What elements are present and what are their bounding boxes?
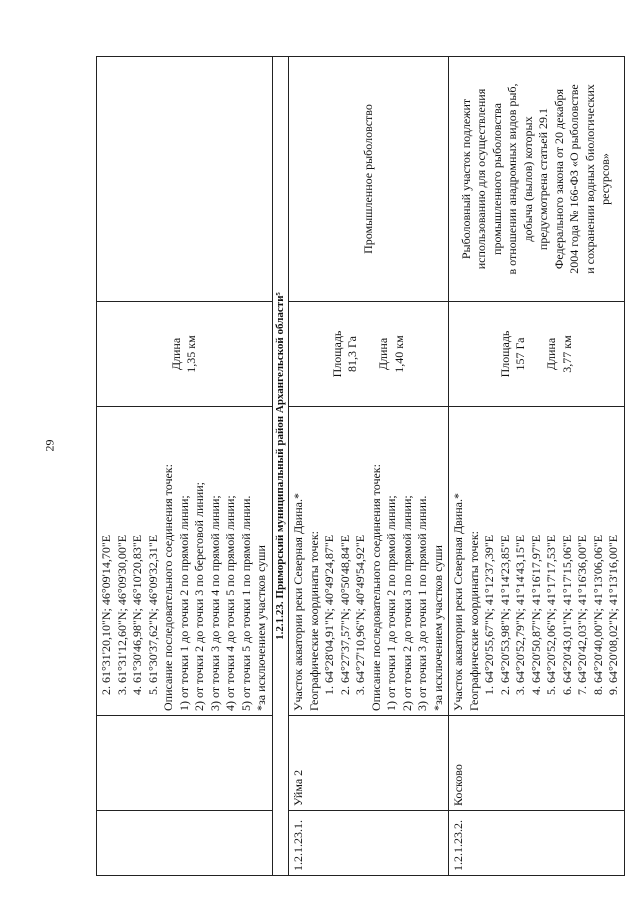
- cell-purpose: [449, 57, 625, 302]
- purpose-line: 2004 года № 166-ФЗ «О рыболовстве: [567, 84, 582, 274]
- cell-name: Уйма 2: [289, 716, 449, 811]
- connection-line: 4) от точки 4 до точки 5 по прямой линии;: [223, 495, 237, 711]
- connection-line: 3) от точки 3 до точки 1 по прямой линии.: [415, 495, 429, 711]
- area-line: Длина: [544, 337, 558, 371]
- area-line: 1,35 км: [184, 335, 199, 373]
- area-line: Площадь: [497, 330, 512, 378]
- area-spacer: [361, 306, 377, 402]
- exclusion-note: *за исключением участков суши: [430, 545, 445, 711]
- connection-line: 5) от точки 5 до точки 1 по прямой линии.: [238, 495, 253, 711]
- coord-item: 3. 64°20'52,79"N; 41°14'43,15"E: [513, 411, 529, 683]
- desc-title: Участок акватории реки Северная Двина.*: [451, 493, 465, 711]
- coords-title: Географические координаты точек:: [306, 531, 321, 711]
- coord-item: 2. 64°20'53,98"N; 41°14'23,85"E: [498, 411, 514, 683]
- area-line: 3,77 км: [559, 335, 574, 373]
- desc-title: Участок акватории реки Северная Двина.*: [291, 493, 305, 711]
- cell-num: 1.2.1.23.1.: [289, 811, 449, 876]
- coord-item: 9. 64°20'08,02"N; 41°13'16,00"E: [606, 411, 622, 683]
- cell-desc-continued: [97, 407, 273, 716]
- cell-name-empty: [97, 716, 273, 811]
- connection-title: Описание последовательного соединения точек:: [368, 464, 383, 711]
- coord-item: 1. 64°28'04,91"N; 40°49'24,87"E: [322, 411, 338, 683]
- cell-num: 1.2.1.23.2.: [449, 811, 625, 876]
- rotated-page-content: [96, 56, 620, 876]
- coord-item: 5. 64°20'52,06"N; 41°17'17,53"E: [544, 411, 560, 683]
- coordinates-list: [99, 411, 161, 711]
- section-heading: 1.2.1.23. Приморский муниципальный район Архангельской области⁵: [272, 57, 289, 876]
- coordinates-list: [322, 411, 369, 711]
- purpose-line: ресурсов»: [598, 153, 613, 205]
- cell-name: Косково: [449, 716, 625, 811]
- cell-num-empty: [97, 811, 273, 876]
- coord-item: 6. 64°20'43,01"N; 41°17'15,06"E: [560, 411, 576, 683]
- table-row-continued: [97, 57, 273, 876]
- coords-title: Географические координаты точек:: [466, 531, 481, 711]
- connection-line: 1) от точки 1 до точки 2 по прямой линии;: [176, 495, 191, 711]
- purpose-line: промышленного рыболовства: [489, 103, 504, 255]
- coord-item: 1. 64°20'55,67"N; 41°12'37,39"E: [482, 411, 498, 683]
- connection-line: 1) от точки 1 до точки 2 по прямой линии;: [384, 495, 398, 711]
- coord-item: 4. 61°30'46,98"N; 46°10'20,83"E: [130, 411, 146, 683]
- connection-line: 3) от точки 3 до точки 4 по прямой линии;: [207, 495, 222, 711]
- purpose-line: предусмотрена статьей 29.1: [536, 107, 551, 251]
- coord-item: 2. 61°31'20,10"N; 46°09'14,70"E: [99, 411, 115, 683]
- purpose-line: использованию для осуществления: [474, 88, 489, 270]
- purpose-line: Рыболовный участок подлежит: [458, 98, 473, 260]
- connection-line: 2) от точки 2 до точки 3 по береговой линии;: [192, 482, 206, 711]
- section-heading-row: [272, 57, 289, 876]
- cell-desc: [289, 407, 449, 716]
- cell-area: [289, 302, 449, 407]
- coord-item: 4. 64°20'50,87"N; 41°16'17,97"E: [529, 411, 545, 683]
- coord-item: 2. 64°27'37,57"N; 40°50'48,84"E: [338, 411, 354, 683]
- purpose-line: Федерального закона от 20 декабря: [551, 88, 566, 270]
- exclusion-note: *за исключением участков суши: [254, 545, 268, 711]
- table-row: [449, 57, 625, 876]
- page-number: 29: [42, 439, 57, 452]
- coord-item: 5. 61°30'37,62"N; 46°09'32,31"E: [146, 411, 162, 683]
- area-line: Площадь: [329, 330, 344, 378]
- cell-purpose-empty: [97, 57, 273, 302]
- area-line: 157 Га: [513, 337, 527, 371]
- connection-line: 2) от точки 2 до точки 3 по прямой линии;: [399, 495, 414, 711]
- table-row: [289, 57, 449, 876]
- coord-item: 3. 61°31'12,60"N; 46°09'30,00"E: [115, 411, 131, 683]
- purpose-line: Промышленное рыболовство: [360, 104, 375, 254]
- area-line: Длина: [168, 337, 183, 371]
- coord-item: 8. 64°20'40,00"N; 41°13'06,06"E: [591, 411, 607, 683]
- coord-item: 7. 64°20'42,03"N; 41°16'36,00"E: [575, 411, 591, 683]
- coord-item: 3. 64°27'10,96"N; 40°49'54,92"E: [353, 411, 369, 683]
- area-line: 81,3 Га: [345, 336, 360, 372]
- cell-area: [449, 302, 625, 407]
- purpose-line: добыча (вылов) которых: [520, 116, 535, 242]
- area-line: 1,40 км: [391, 335, 406, 373]
- cell-desc: [449, 407, 625, 716]
- cell-purpose: [289, 57, 449, 302]
- connection-title: Описание последовательного соединения точек:: [161, 464, 175, 711]
- purpose-line: и сохранении водных биологических: [582, 84, 597, 274]
- area-line: Длина: [376, 337, 391, 371]
- fishing-sites-table: [96, 56, 625, 876]
- purpose-line: в отношении анадромных видов рыб,: [505, 83, 520, 275]
- coordinates-list: [482, 411, 622, 711]
- area-spacer: [529, 306, 545, 402]
- cell-area: [97, 302, 273, 407]
